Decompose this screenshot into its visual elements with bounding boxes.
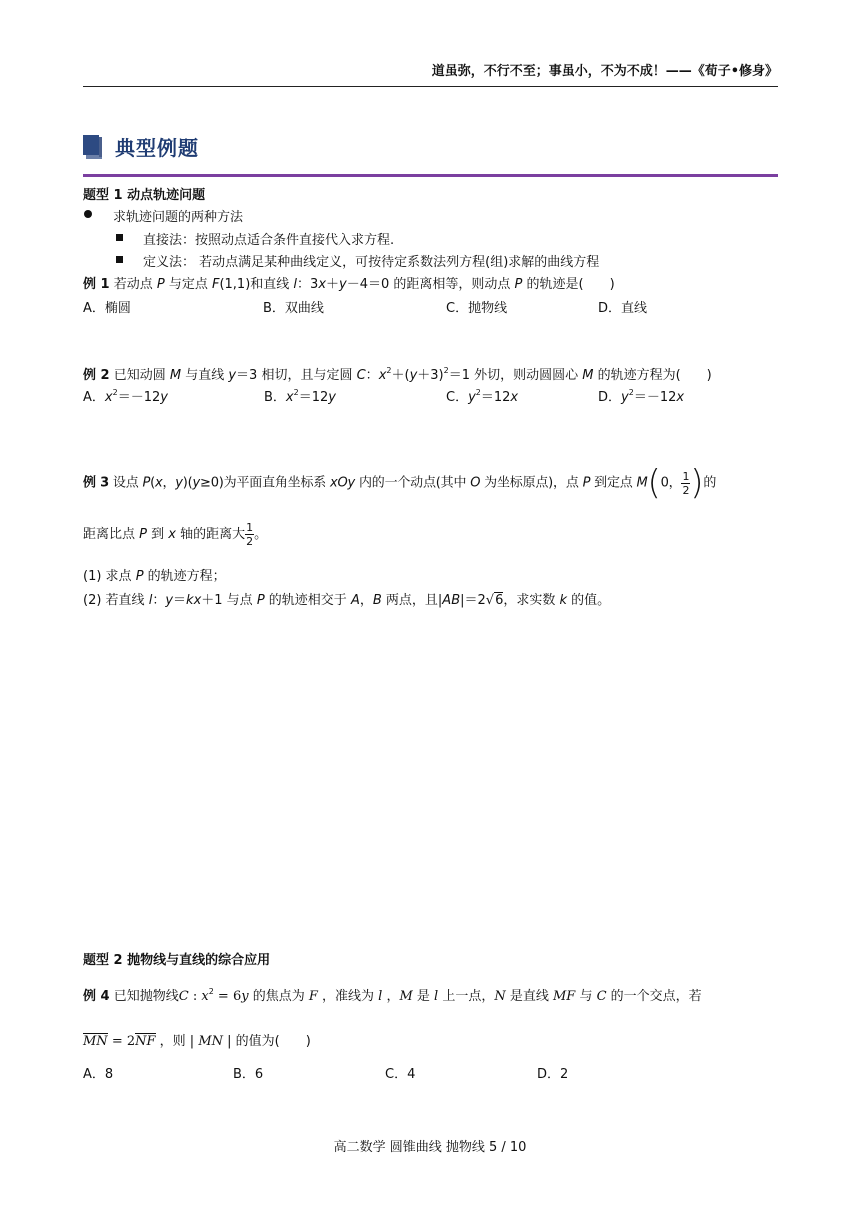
text: 上一点， xyxy=(438,989,495,1004)
text: )( xyxy=(182,475,193,491)
ex2-question xyxy=(83,364,712,383)
text: = 6 xyxy=(213,989,242,1004)
bullet-dot xyxy=(84,210,92,218)
text: ( xyxy=(150,475,155,491)
ex1-option-a: A．椭圆 xyxy=(83,301,131,316)
text: (2) 若直线 xyxy=(83,593,149,608)
exponent: 2 xyxy=(293,388,299,397)
var: M xyxy=(582,368,594,383)
exponent: 2 xyxy=(386,366,392,375)
ex4-line2 xyxy=(83,1030,311,1049)
var: x xyxy=(201,989,209,1004)
denominator: 2 xyxy=(246,535,254,548)
header-quote: 道虽弥，不行不至；事虽小，不为不成！——《荀子•修身》 xyxy=(431,64,778,79)
text: 为坐标原点)，点 xyxy=(480,475,583,491)
ex2-label: 例 2 xyxy=(83,368,110,383)
text: 的 xyxy=(703,475,717,491)
ex4-option-d: D．2 xyxy=(537,1067,569,1082)
var: y xyxy=(339,277,347,292)
page-footer: 高二数学 圆锥曲线 抛物线 5 / 10 xyxy=(333,1140,527,1155)
ex2-option-d xyxy=(598,386,684,405)
var: P xyxy=(582,475,591,491)
ex3-q1 xyxy=(83,565,226,584)
text: ： xyxy=(152,593,166,608)
text: |＝2 xyxy=(460,593,486,608)
var: M xyxy=(169,368,182,383)
text: ， xyxy=(162,475,176,491)
ex1-question xyxy=(83,273,615,292)
text: ＝12 xyxy=(298,390,329,405)
fraction xyxy=(245,521,254,548)
text: ， xyxy=(382,989,400,1004)
var: x xyxy=(510,390,519,405)
var: l xyxy=(378,989,383,1004)
var: x xyxy=(168,527,176,542)
text: 已知抛物线 xyxy=(113,989,179,1004)
ex1-option-d: D．直线 xyxy=(598,301,648,316)
var: A xyxy=(350,593,360,608)
var: y xyxy=(165,593,174,608)
ex2-option-c xyxy=(446,386,518,405)
var: C xyxy=(596,989,607,1004)
section-title: 典型例题 xyxy=(115,136,199,160)
text: 的焦点为 xyxy=(248,989,309,1004)
var: P xyxy=(139,527,147,542)
text: A． xyxy=(83,390,105,405)
ex1-option-c: C．抛物线 xyxy=(446,301,508,316)
text: 若动点 xyxy=(113,277,157,292)
text: D． xyxy=(598,390,622,405)
var: y xyxy=(241,989,249,1004)
var: M xyxy=(636,475,648,491)
ex1-label: 例 1 xyxy=(83,277,110,292)
var: M xyxy=(399,989,413,1004)
var: P xyxy=(256,593,265,608)
exponent: 2 xyxy=(443,366,449,375)
var: x xyxy=(154,475,163,491)
var: y xyxy=(409,368,418,383)
exponent: 2 xyxy=(628,388,634,397)
var: y xyxy=(468,390,476,405)
method1: 直接法：按照动点适合条件直接代入求方程. xyxy=(143,233,395,248)
text: (1,1)和直线 xyxy=(219,277,294,292)
var: x xyxy=(318,277,327,292)
text: －4＝0 的距离相等，则动点 xyxy=(346,277,515,292)
text: 到定点 xyxy=(590,475,637,491)
text: ， xyxy=(359,593,373,608)
text: 是 xyxy=(412,989,435,1004)
text: ＝3 相切，且与定圆 xyxy=(236,368,357,383)
numerator: 1 xyxy=(682,469,690,483)
text: 的值。 xyxy=(567,593,611,608)
denominator: 2 xyxy=(682,483,690,497)
var: y xyxy=(621,390,629,405)
text: (1) 求点 xyxy=(83,569,136,584)
text: 的轨迹相交于 xyxy=(264,593,351,608)
ex4-label: 例 4 xyxy=(83,989,110,1004)
exponent: 2 xyxy=(112,388,118,397)
text: ＋( xyxy=(391,368,410,383)
var: y xyxy=(160,390,168,405)
text: 与直线 xyxy=(181,368,229,383)
var: C xyxy=(356,368,366,383)
type1-title: 题型 1 动点轨迹问题 xyxy=(83,188,206,203)
var: AB xyxy=(442,593,461,608)
type1-bullet: 求轨迹问题的两种方法 xyxy=(113,210,244,225)
square-bullet xyxy=(116,234,123,241)
var: MN xyxy=(198,1034,223,1049)
type2-title: 题型 2 抛物线与直线的综合应用 xyxy=(83,953,271,968)
var: P xyxy=(135,569,144,584)
text: 。 xyxy=(254,527,268,542)
text: ，求实数 xyxy=(503,593,560,608)
text: 与定点 xyxy=(164,277,212,292)
fraction xyxy=(681,470,690,497)
text: 到 xyxy=(146,527,169,542)
sqrt-sign: √ xyxy=(485,593,495,608)
var: B xyxy=(372,593,382,608)
text: ≥0)为平面直角坐标系 xyxy=(200,475,331,491)
page-header xyxy=(83,60,778,87)
var: k xyxy=(559,593,568,608)
text: ： xyxy=(365,368,379,383)
var: y xyxy=(328,390,336,405)
section-heading xyxy=(83,128,778,177)
var: kx xyxy=(186,593,202,608)
exponent: 2 xyxy=(208,987,214,996)
var: l xyxy=(293,277,298,292)
text: ＝1 外切，则动圆圆心 xyxy=(448,368,583,383)
text: B． xyxy=(264,390,286,405)
ex2-option-a xyxy=(83,386,168,405)
var: x xyxy=(378,368,387,383)
var: y xyxy=(175,475,183,491)
text: 与 xyxy=(575,989,597,1004)
exponent: 2 xyxy=(475,388,481,397)
text: ＋1 与点 xyxy=(201,593,257,608)
text: ＋3) xyxy=(417,368,444,383)
text: ＝－12 xyxy=(633,390,677,405)
text: : xyxy=(188,989,202,1004)
ex3-line2 xyxy=(83,521,267,548)
right-paren: ) xyxy=(690,463,704,503)
ex4-option-a: A．8 xyxy=(83,1067,114,1082)
ex4-question xyxy=(83,985,702,1004)
sqrt-radicand: 6 xyxy=(495,593,504,608)
ex3-question xyxy=(83,463,717,503)
var: xOy xyxy=(330,475,356,491)
text: ＋ xyxy=(326,277,340,292)
square-bullet xyxy=(116,256,123,263)
var: P xyxy=(142,475,151,491)
var: O xyxy=(470,475,481,491)
var: P xyxy=(514,277,523,292)
vector-nf: NF xyxy=(135,1034,156,1049)
var: MF xyxy=(552,989,576,1004)
text: 是直线 xyxy=(505,989,553,1004)
var: y xyxy=(192,475,201,491)
numerator: 1 xyxy=(246,521,254,534)
var: F xyxy=(211,277,220,292)
vector-mn: MN xyxy=(83,1034,108,1049)
text: 的轨迹是( ) xyxy=(522,277,615,292)
text: 的轨迹方程为( ) xyxy=(593,368,712,383)
text: ，则 | xyxy=(155,1034,199,1049)
var: l xyxy=(434,989,439,1004)
text: ＝－12 xyxy=(117,390,161,405)
ex1-option-b: B．双曲线 xyxy=(263,301,324,316)
var: x xyxy=(104,390,113,405)
var: F xyxy=(308,989,318,1004)
text: 两点，且| xyxy=(381,593,443,608)
text: C． xyxy=(446,390,469,405)
text: 轴的距离大 xyxy=(175,527,246,542)
var: N xyxy=(494,989,506,1004)
text: 内的一个动点(其中 xyxy=(355,475,471,491)
var: y xyxy=(228,368,237,383)
ex3-label: 例 3 xyxy=(83,475,109,491)
var: x xyxy=(285,390,294,405)
var: l xyxy=(148,593,153,608)
text: ：3 xyxy=(297,277,319,292)
method2: 定义法： 若动点满足某种曲线定义，可按待定系数法列方程(组)求解的曲线方程 xyxy=(143,255,600,270)
text: ＝ xyxy=(173,593,187,608)
left-paren: ( xyxy=(647,463,661,503)
text: ，准线为 xyxy=(317,989,379,1004)
ex2-option-b xyxy=(264,386,336,405)
text: 设点 xyxy=(112,475,143,491)
var: x xyxy=(676,390,685,405)
text: 0， xyxy=(660,475,682,491)
text: | 的值为( ) xyxy=(223,1034,311,1049)
text: 距离比点 xyxy=(83,527,140,542)
ex4-option-c: C．4 xyxy=(385,1067,416,1082)
text: 的轨迹方程； xyxy=(143,569,226,584)
text: ＝12 xyxy=(480,390,511,405)
text: = 2 xyxy=(107,1034,136,1049)
var: P xyxy=(156,277,165,292)
ex3-q2 xyxy=(83,589,610,608)
ex4-option-b: B．6 xyxy=(233,1067,264,1082)
book-icon xyxy=(83,135,103,159)
var: C xyxy=(178,989,189,1004)
text: 已知动圆 xyxy=(113,368,170,383)
text: 的一个交点，若 xyxy=(606,989,702,1004)
